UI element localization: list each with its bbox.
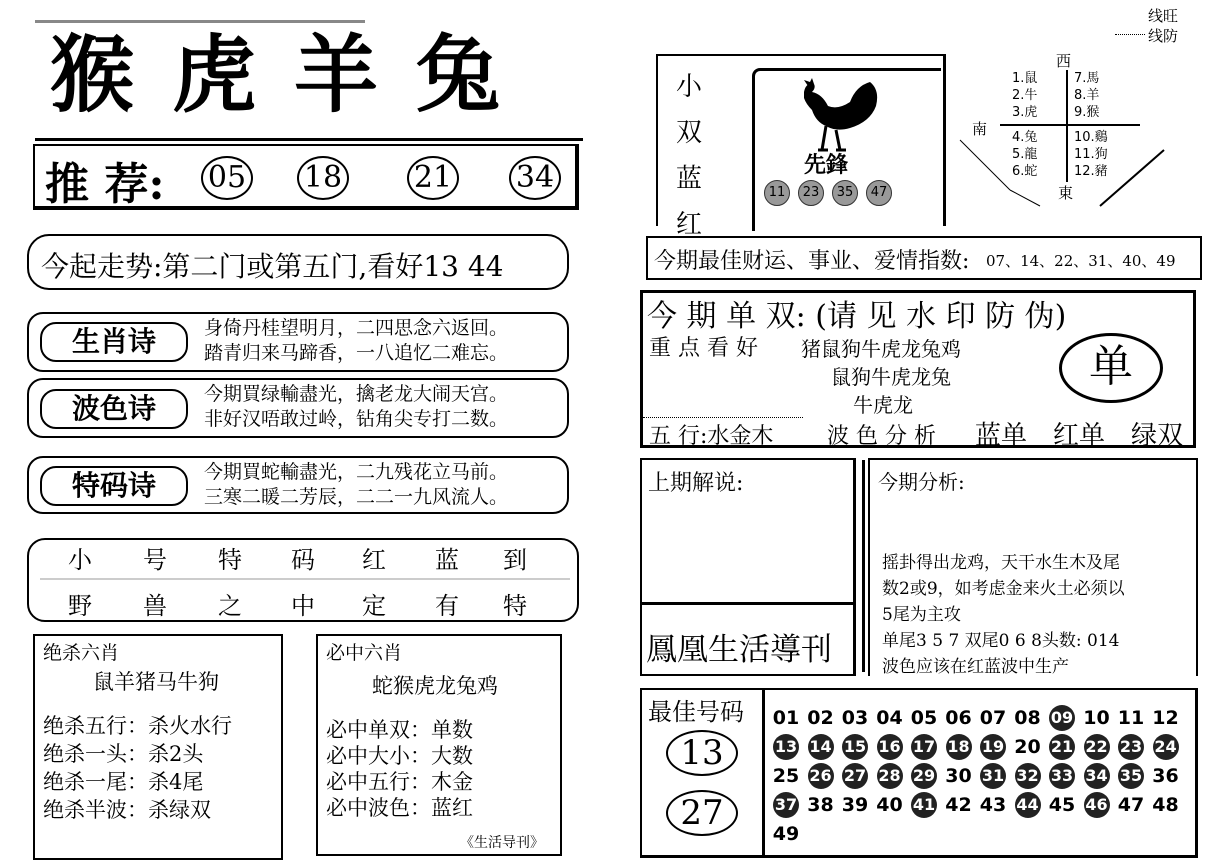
- five-elements: 五 行:水金木: [649, 424, 774, 449]
- grid-number: 44: [1015, 792, 1041, 818]
- odd-even-stamp: 单: [1059, 333, 1163, 403]
- grid-number: 30: [945, 765, 972, 787]
- grid-number: 25: [772, 765, 800, 787]
- poem-title: 特码诗: [40, 466, 188, 506]
- kill-animals: 鼠羊猪马牛狗: [93, 670, 219, 694]
- poem-line: 身倚丹桂望明月，二四思念六返回。: [204, 317, 509, 339]
- fortune-label: 今期最佳财运、事业、爱情指数:: [654, 249, 970, 274]
- compass-item: 11.狗: [1074, 147, 1108, 162]
- grid-number: 20: [1014, 736, 1041, 758]
- grid-number: 23: [1118, 734, 1144, 760]
- recommend-number: 18: [297, 156, 349, 200]
- compass-item: 2.牛: [1012, 88, 1038, 103]
- analysis-label: 今期分析:: [878, 470, 965, 494]
- grid-number: 48: [1152, 794, 1179, 816]
- row-char: 红: [362, 546, 386, 574]
- row-char: 到: [503, 546, 527, 574]
- rooster-ball: 23: [798, 180, 824, 206]
- grid-number: 38: [807, 794, 834, 816]
- analysis-line: 单尾3 5 7 双尾0 6 8头数: 014: [882, 631, 1120, 651]
- compass-diagonals: [950, 130, 1180, 210]
- side-char: 双: [676, 118, 703, 148]
- odd-even-box: [640, 290, 1196, 451]
- grid-number: 17: [911, 734, 937, 760]
- must-title: 必中六肖: [326, 642, 403, 664]
- grid-number: 31: [980, 763, 1006, 789]
- best-pick: 13: [666, 730, 738, 776]
- rooster-side: [676, 64, 702, 248]
- kill-box: [33, 634, 283, 860]
- last-period-box: [640, 458, 856, 676]
- recommend-number: 05: [201, 156, 253, 200]
- analysis-line: 波色应该在红蓝波中生产: [882, 657, 1069, 677]
- compass-south: 南: [972, 120, 988, 138]
- grid-number: 29: [911, 763, 937, 789]
- poem-title: 生肖诗: [40, 322, 188, 362]
- poem-line: 三寒二暖二芳辰，二二一九风流人。: [204, 486, 509, 508]
- compass-east: 東: [1058, 184, 1074, 202]
- grid-number: 40: [876, 794, 903, 816]
- grid-number: 43: [979, 794, 1007, 816]
- must-box: [316, 634, 562, 856]
- compass-item: 9.猴: [1074, 105, 1100, 120]
- rooster-box: [656, 54, 946, 240]
- row-char: 野: [68, 592, 92, 620]
- last-period-divider: [642, 602, 856, 605]
- fortune-values: 07、14、22、31、40、49: [986, 252, 1176, 270]
- compass-item: 10.鷄: [1074, 130, 1108, 145]
- grid-number: 33: [1049, 763, 1075, 789]
- grid-number: 36: [1152, 765, 1179, 787]
- grid-number: 06: [945, 707, 972, 729]
- grid-number: 47: [1117, 794, 1145, 816]
- trend-box: [27, 234, 569, 290]
- recommend-box: [33, 144, 579, 210]
- grid-number: 34: [1084, 763, 1110, 789]
- side-char: 小: [676, 72, 703, 102]
- must-line: 必中波色：蓝红: [326, 796, 473, 820]
- must-line: 必中单双：单数: [326, 718, 473, 742]
- poem-line: 今期買蛇輸盡光，二九残花立马前。: [204, 461, 509, 483]
- grid-number: 16: [877, 734, 903, 760]
- compass-west: 西: [1056, 52, 1072, 70]
- best-divider: [762, 690, 765, 856]
- top-right-line: 线防: [1148, 27, 1179, 45]
- recommend-number: 21: [407, 156, 459, 200]
- grid-number: 49: [772, 823, 800, 845]
- side-char: 红: [676, 210, 703, 240]
- last-period-label: 上期解说:: [648, 471, 744, 496]
- small-rows-divider: [40, 578, 570, 580]
- grid-number: 45: [1048, 794, 1076, 816]
- grid-number: 01: [772, 707, 800, 729]
- grid-number: 46: [1084, 792, 1110, 818]
- grid-number: 13: [773, 734, 799, 760]
- top-right-line: 线旺: [1148, 7, 1179, 25]
- compass-left: [1012, 70, 1037, 180]
- grid-number: 24: [1153, 734, 1179, 760]
- compass-item: 6.蛇: [1012, 164, 1038, 179]
- title-underline: [35, 138, 583, 141]
- analysis-line: 数2或9，如考虑金来火土必须以: [882, 579, 1125, 599]
- kill-line: 绝杀五行：杀火水行: [43, 714, 232, 738]
- grid-number: 22: [1084, 734, 1110, 760]
- grid-number: 42: [945, 794, 972, 816]
- analysis-box: [868, 458, 1198, 676]
- rooster-icon: [786, 76, 886, 154]
- grid-number: 19: [980, 734, 1006, 760]
- grid-number: 27: [842, 763, 868, 789]
- row-char: 兽: [143, 592, 167, 620]
- compass-item: 12.豬: [1074, 164, 1108, 179]
- row-char: 之: [218, 592, 242, 620]
- grid-number: 26: [808, 763, 834, 789]
- recommend-number: 34: [509, 156, 561, 200]
- page-title: 猴虎羊兔: [50, 25, 539, 124]
- grid-number: 18: [946, 734, 972, 760]
- grid-number: 15: [842, 734, 868, 760]
- compass-item: 1.鼠: [1012, 71, 1038, 86]
- focus-line: 牛虎龙: [853, 393, 913, 417]
- focus-line: 猪鼠狗牛虎龙兔鸡: [801, 337, 961, 361]
- grid-number: 28: [877, 763, 903, 789]
- row-char: 特: [503, 592, 527, 620]
- best-pick: 27: [666, 790, 738, 836]
- poem-line: 踏青归来马蹄香，一八追忆二难忘。: [204, 342, 509, 364]
- grid-number: 08: [1014, 707, 1041, 729]
- compass-right: [1074, 70, 1108, 180]
- analysis-line: 摇卦得出龙鸡，天干水生木及尾: [882, 553, 1120, 573]
- rooster-ball: 35: [832, 180, 858, 206]
- row-char: 有: [435, 592, 459, 620]
- poem-title: 波色诗: [40, 389, 188, 429]
- grid-number: 07: [979, 707, 1007, 729]
- grid-number: 11: [1117, 707, 1145, 729]
- odd-even-title: 今 期 单 双: (请 见 水 印 防 伪): [647, 299, 1067, 334]
- grid-number: 35: [1118, 763, 1144, 789]
- grid-number: 12: [1152, 707, 1179, 729]
- row-char: 中: [291, 592, 315, 620]
- grid-number: 03: [841, 707, 869, 729]
- poem-line: 非好汉唔敢过岭，钻角尖专打二数。: [204, 408, 509, 430]
- row-char: 定: [362, 592, 386, 620]
- rooster-ball: 11: [764, 180, 790, 206]
- grid-number: 39: [841, 794, 869, 816]
- side-char: 蓝: [676, 164, 703, 194]
- kill-line: 绝杀一尾：杀4尾: [43, 770, 204, 794]
- grid-number: 21: [1049, 734, 1075, 760]
- grid-number: 05: [910, 707, 938, 729]
- row-char: 特: [218, 546, 242, 574]
- grid-number: 37: [773, 792, 799, 818]
- grid-number: 02: [807, 707, 834, 729]
- must-line: 必中大小：大数: [326, 744, 473, 768]
- wave-label: 波 色 分 析: [827, 424, 936, 449]
- fortune-box: [646, 236, 1202, 280]
- focus-line: 鼠狗牛虎龙兔: [831, 365, 951, 389]
- trend-text: 今起走势:第二门或第五门,看好13 44: [41, 250, 504, 283]
- grid-number: 32: [1015, 763, 1041, 789]
- kill-line: 绝杀一头：杀2头: [43, 742, 204, 766]
- must-footer: 《生活导刊》: [460, 835, 544, 851]
- wave-red: 红单: [1053, 421, 1106, 451]
- rooster-ball: 47: [866, 180, 892, 206]
- focus-label: 重 点 看 好: [649, 336, 758, 361]
- best-numbers-box: [640, 688, 1198, 858]
- best-label: 最佳号码: [648, 698, 744, 726]
- wave-green: 绿双: [1131, 421, 1184, 451]
- top-right-dots: [1115, 34, 1145, 35]
- grid-number: 04: [876, 707, 903, 729]
- grid-number: 10: [1083, 707, 1110, 729]
- must-animals: 蛇猴虎龙兔鸡: [372, 674, 498, 698]
- compass-item: 3.虎: [1012, 105, 1038, 120]
- row-char: 码: [291, 546, 315, 574]
- grid-number: 41: [911, 792, 937, 818]
- number-grid: [770, 704, 1190, 854]
- must-line: 必中五行：木金: [326, 770, 473, 794]
- brand-text: 鳳凰生活導刊: [646, 632, 832, 668]
- row-char: 小: [68, 546, 92, 574]
- recommend-label: 推 荐:: [45, 159, 165, 210]
- compass-item: 8.羊: [1074, 88, 1100, 103]
- grid-number: 14: [808, 734, 834, 760]
- compass-item: 4.兔: [1012, 130, 1038, 145]
- column-divider: [862, 460, 865, 672]
- analysis-line: 5尾为主攻: [882, 605, 961, 625]
- compass-item: 7.馬: [1074, 71, 1100, 86]
- kill-title: 绝杀六肖: [43, 642, 120, 664]
- grid-number: 09: [1049, 705, 1075, 731]
- compass-item: 5.龍: [1012, 147, 1038, 162]
- row-char: 号: [143, 546, 167, 574]
- wave-blue: 蓝单: [975, 421, 1028, 451]
- poem-line: 今期買绿輸盡光，擒老龙大闹天宫。: [204, 383, 509, 405]
- top-right-note: [1148, 6, 1178, 46]
- kill-line: 绝杀半波：杀绿双: [43, 798, 211, 822]
- rooster-label: 先鋒: [804, 152, 849, 178]
- row-char: 蓝: [435, 546, 459, 574]
